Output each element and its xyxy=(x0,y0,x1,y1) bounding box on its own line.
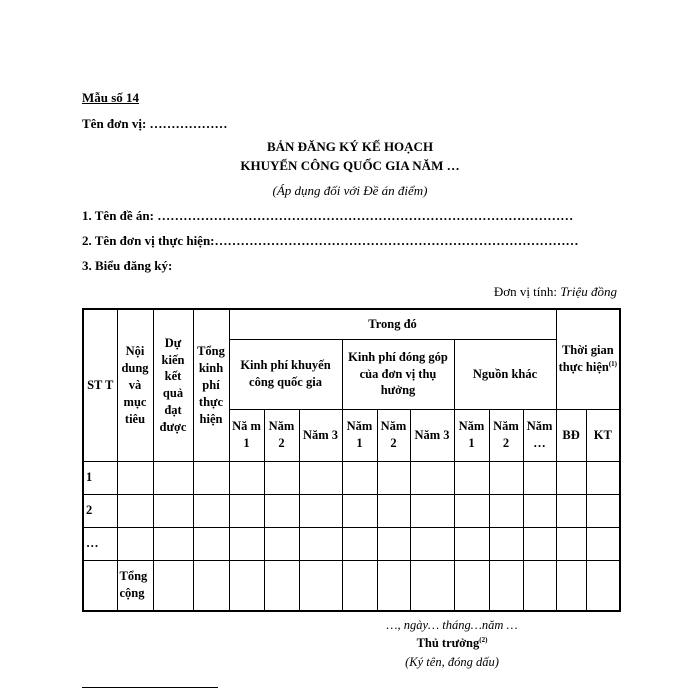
header-g3-year1: Năm 1 xyxy=(454,409,489,461)
signature-note: (Ký tên, đóng dấu) xyxy=(405,655,499,669)
header-g3-year3: Năm … xyxy=(523,409,556,461)
table-row xyxy=(83,461,620,494)
header-start: BĐ xyxy=(556,409,586,461)
form-number: Mẫu số 14 xyxy=(82,90,140,105)
header-other-sources: Nguồn khác xyxy=(454,339,556,409)
title-line-2: KHUYẾN CÔNG QUỐC GIA NĂM … xyxy=(240,158,460,173)
unit-label: Đơn vị tính: xyxy=(493,284,561,299)
total-row xyxy=(83,560,620,611)
header-time xyxy=(556,309,620,409)
header-g1-year2: Năm 2 xyxy=(264,409,299,461)
header-content: Nội dung và mục tiêu xyxy=(117,309,153,461)
row-number: 1 xyxy=(83,461,117,494)
header-g3-year2: Năm 2 xyxy=(489,409,523,461)
footnote-separator xyxy=(82,687,218,688)
table-row xyxy=(83,494,620,527)
signature-title xyxy=(340,636,564,651)
header-of-which: Trong đó xyxy=(229,309,556,339)
header-total-cost: Tổng kinh phí thực hiện xyxy=(193,309,229,461)
header-expected-result: Dự kiến kết quả đạt được xyxy=(153,309,193,461)
unit-of-measure xyxy=(494,284,617,300)
signature-title-label: Thủ trưởng xyxy=(416,636,480,651)
header-g2-year3: Năm 3 xyxy=(410,409,454,461)
header-g1-year1: Nă m 1 xyxy=(229,409,264,461)
table-row xyxy=(83,527,620,560)
project-name-field: 1. Tên đề án: …………………………………………………………………………………… xyxy=(82,208,574,223)
header-time-note: (1) xyxy=(608,360,618,369)
title-line-1: BẢN ĐĂNG KÝ KẾ HOẠCH xyxy=(266,139,434,154)
unit-value: Triệu đồng xyxy=(560,284,617,299)
org-name-field: Tên đơn vị: ……………… xyxy=(82,116,228,131)
header-g2-year1: Năm 1 xyxy=(342,409,377,461)
row-number: 2 xyxy=(83,494,117,527)
header-end: KT xyxy=(586,409,620,461)
header-g2-year2: Năm 2 xyxy=(377,409,410,461)
header-stt: ST T xyxy=(83,309,117,461)
total-label: Tổng cộng xyxy=(117,560,153,611)
header-time-label: Thời gian thực hiện xyxy=(558,343,614,375)
implementing-unit-field: 2. Tên đơn vị thực hiện:………………………………………………………………………… xyxy=(82,233,579,248)
registration-table xyxy=(82,308,621,612)
header-national-funding: Kinh phí khuyến công quốc gia xyxy=(229,339,342,409)
subtitle: (Áp dụng đối với Đề án điểm) xyxy=(272,183,428,198)
header-g1-year3: Năm 3 xyxy=(299,409,342,461)
signature-date: …, ngày… tháng…năm … xyxy=(386,618,518,632)
row-number: … xyxy=(83,527,117,560)
signature-title-note: (2) xyxy=(479,636,488,644)
header-beneficiary-contribution: Kinh phí đóng góp của đơn vị thụ hưởng xyxy=(342,339,454,409)
registration-table-label: 3. Biểu đăng ký: xyxy=(82,258,173,273)
